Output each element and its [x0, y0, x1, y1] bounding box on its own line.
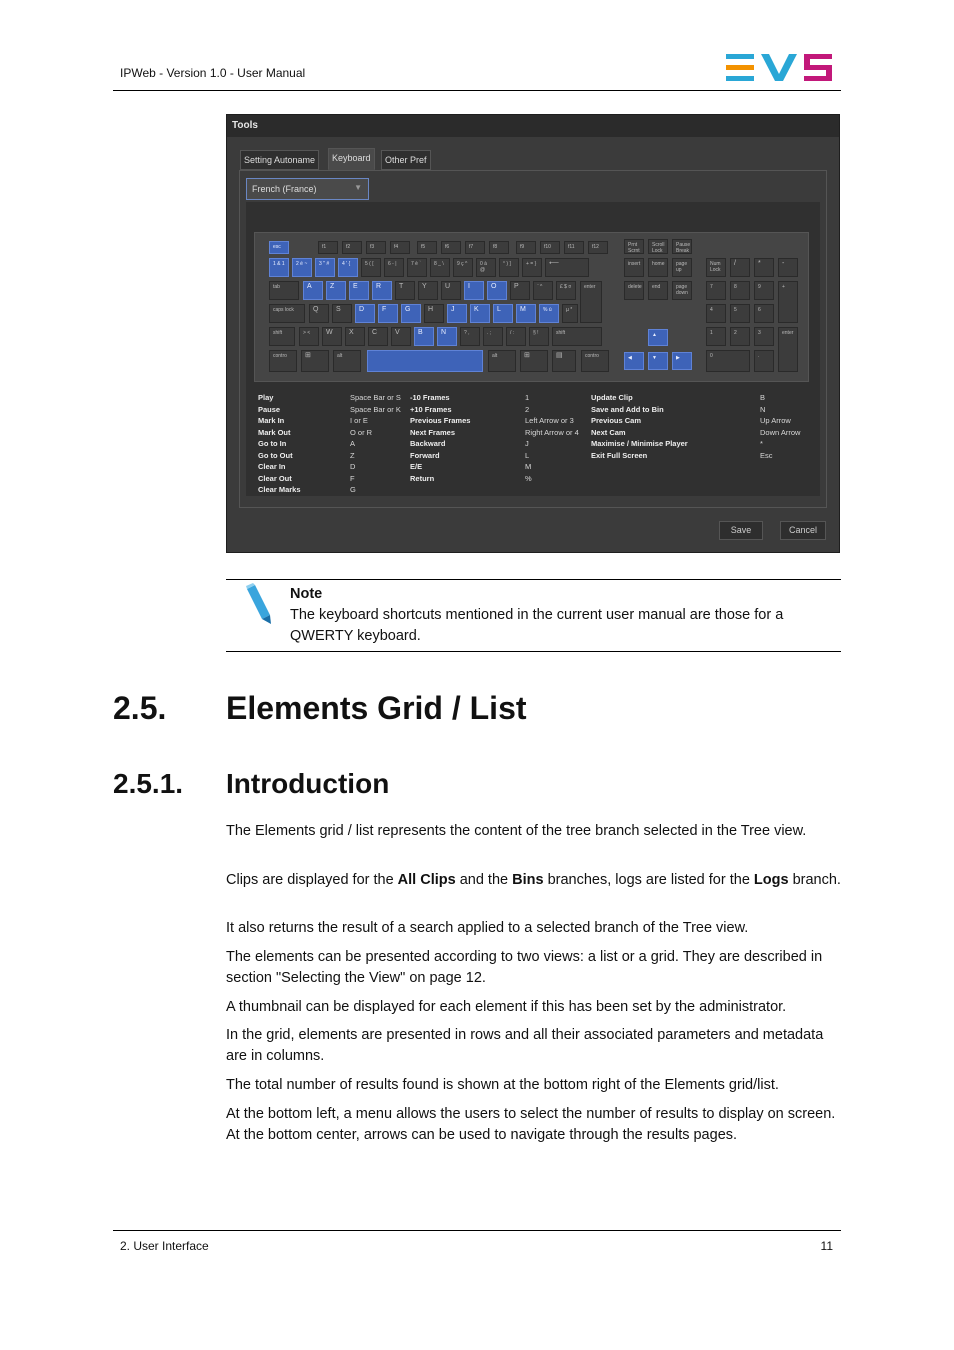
shortcut-keys-col1: Space Bar or S Space Bar or K I or E O or R A Z D F G: [350, 393, 401, 494]
key-arrow-left[interactable]: ◀: [624, 352, 644, 370]
key-0[interactable]: 0 à @: [476, 258, 496, 277]
key-p[interactable]: P: [510, 281, 530, 300]
key-print-screen[interactable]: Prnt Scrnt: [624, 239, 644, 254]
key-insert[interactable]: insert: [624, 258, 644, 277]
footer-rule: [113, 1230, 841, 1231]
key-numpad-3[interactable]: 3: [754, 327, 774, 346]
key-page-down[interactable]: page down: [672, 281, 692, 300]
tab-setting-autoname[interactable]: Setting Autoname: [240, 150, 319, 170]
key-i[interactable]: I: [464, 281, 484, 300]
paragraph-3: It also returns the result of a search applied to a selected branch of the Tree view.: [226, 920, 749, 936]
tools-dialog: [226, 114, 840, 553]
key-period[interactable]: . ;: [483, 327, 503, 346]
key-control-right[interactable]: contro: [581, 350, 609, 372]
key-x[interactable]: X: [345, 327, 365, 346]
key-numpad-7[interactable]: 7: [706, 281, 726, 300]
key-q[interactable]: Q: [309, 304, 329, 323]
key-j[interactable]: J: [447, 304, 467, 323]
key-f4[interactable]: f4: [390, 241, 410, 254]
key-a[interactable]: A: [303, 281, 323, 300]
evs-logo: [726, 54, 834, 82]
note-text: The keyboard shortcuts mentioned in the current user manual are those for a QWERTY keyboard.: [290, 607, 784, 644]
key-f10[interactable]: f10: [540, 241, 560, 254]
key-y[interactable]: Y: [418, 281, 438, 300]
key-numpad-multiply[interactable]: *: [754, 258, 774, 277]
key-num-lock[interactable]: Num Lock: [706, 258, 726, 277]
key-pause-break[interactable]: Pause Break: [672, 239, 692, 254]
key-numpad-0[interactable]: 0: [706, 350, 750, 372]
key-numpad-enter[interactable]: enter: [778, 327, 798, 372]
key-numpad-decimal[interactable]: .: [754, 350, 774, 372]
shortcut-names-col1: Play Pause Mark In Mark Out Go to In Go to Out Clear In Clear Out Clear Marks: [258, 393, 301, 494]
dialog-title: Tools: [227, 115, 839, 137]
key-mu[interactable]: µ *: [562, 304, 578, 323]
key-f6[interactable]: f6: [441, 241, 461, 254]
key-arrow-down[interactable]: ▼: [648, 352, 668, 370]
key-f9[interactable]: f9: [516, 241, 536, 254]
key-control-left[interactable]: contro: [269, 350, 297, 372]
key-d[interactable]: D: [355, 304, 375, 323]
language-value: French (France): [252, 184, 317, 194]
pencil-icon: [241, 583, 273, 625]
key-degree[interactable]: ° ) ]: [499, 258, 519, 277]
key-3[interactable]: 3 " #: [315, 258, 335, 277]
key-c[interactable]: C: [368, 327, 388, 346]
key-percent[interactable]: % ù: [539, 304, 559, 323]
key-f3[interactable]: f3: [366, 241, 386, 254]
section-number: 2.5.: [113, 690, 167, 726]
key-e[interactable]: E: [349, 281, 369, 300]
key-2[interactable]: 2 é ~: [292, 258, 312, 277]
key-5[interactable]: 5 ( [: [361, 258, 381, 277]
key-v[interactable]: V: [391, 327, 411, 346]
key-esc[interactable]: esc: [269, 241, 289, 254]
key-r[interactable]: R: [372, 281, 392, 300]
key-arrow-up[interactable]: ▲: [648, 329, 668, 346]
chevron-down-icon: ▼: [354, 183, 362, 192]
key-numpad-8[interactable]: 8: [730, 281, 750, 300]
key-numpad-divide[interactable]: /: [730, 258, 750, 277]
key-shift-right[interactable]: shift: [552, 327, 602, 346]
key-numpad-6[interactable]: 6: [754, 304, 774, 323]
footer-chapter: 2. User Interface: [120, 1239, 209, 1253]
keyboard-layout: [254, 232, 809, 382]
key-f8[interactable]: f8: [489, 241, 509, 254]
paragraph-4: The elements can be presented according to two views: a list or a grid. They are described in section "Selecting the View" on page 12.: [226, 949, 823, 986]
key-numpad-5[interactable]: 5: [730, 304, 750, 323]
key-numpad-4[interactable]: 4: [706, 304, 726, 323]
paragraph-5: A thumbnail can be displayed for each element if this has been set by the administrator.: [226, 999, 787, 1015]
key-g[interactable]: G: [401, 304, 421, 323]
windows-right-icon[interactable]: ⊞: [520, 350, 548, 372]
menu-icon[interactable]: ▤: [552, 350, 576, 372]
language-select[interactable]: [246, 178, 369, 200]
key-scroll-lock[interactable]: Scroll Lock: [648, 239, 668, 254]
key-caps-lock[interactable]: caps lock: [269, 304, 305, 323]
key-s[interactable]: S: [332, 304, 352, 323]
tab-keyboard[interactable]: Keyboard: [328, 148, 375, 170]
key-8[interactable]: 8 _ \: [430, 258, 450, 277]
key-tab[interactable]: tab: [269, 281, 299, 300]
key-f1[interactable]: f1: [318, 241, 338, 254]
key-4[interactable]: 4 ' {: [338, 258, 358, 277]
key-n[interactable]: N: [437, 327, 457, 346]
key-question[interactable]: ? ,: [460, 327, 480, 346]
windows-icon[interactable]: ⊞: [301, 350, 329, 372]
key-plus[interactable]: + = }: [522, 258, 542, 277]
key-alt[interactable]: alt: [333, 350, 361, 372]
note-rule-bottom: [226, 651, 841, 652]
key-arrow-right[interactable]: ▶: [672, 352, 692, 370]
subsection-title: Introduction: [226, 768, 390, 799]
key-enter[interactable]: enter: [580, 281, 602, 323]
paragraph-2: Clips are displayed for the All Clips and the Bins branches, logs are listed for the Logs branch.: [226, 872, 841, 888]
header-rule: [113, 90, 841, 91]
section-title: Elements Grid / List: [226, 690, 527, 726]
key-numpad-minus[interactable]: -: [778, 258, 798, 277]
key-section[interactable]: § !: [529, 327, 549, 346]
subsection-number: 2.5.1.: [113, 768, 184, 799]
key-1[interactable]: 1 & 1: [269, 258, 289, 277]
key-space[interactable]: [367, 350, 483, 372]
paragraph-1: The Elements grid / list represents the content of the tree branch selected in the Tree view.: [226, 823, 807, 839]
tab-other-pref[interactable]: Other Pref: [381, 150, 431, 170]
key-delete[interactable]: delete: [624, 281, 644, 300]
key-9[interactable]: 9 ç ^: [453, 258, 473, 277]
paragraph-7: The total number of results found is shown at the bottom right of the Elements grid/list.: [226, 1077, 779, 1093]
key-f[interactable]: F: [378, 304, 398, 323]
key-f7[interactable]: f7: [465, 241, 485, 254]
save-button[interactable]: Save: [719, 521, 763, 540]
note-rule-top: [226, 579, 841, 580]
key-t[interactable]: T: [395, 281, 415, 300]
key-end[interactable]: end: [648, 281, 668, 300]
key-numpad-1[interactable]: 1: [706, 327, 726, 346]
key-pound[interactable]: £ $ ¤: [556, 281, 576, 300]
key-b[interactable]: B: [414, 327, 434, 346]
page-number: 11: [820, 1239, 833, 1253]
key-numpad-2[interactable]: 2: [730, 327, 750, 346]
shortcut-keys-col2: 1 2 Left Arrow or 3 Right Arrow or 4 J L M %: [525, 393, 579, 483]
key-f11[interactable]: f11: [564, 241, 584, 254]
key-z[interactable]: Z: [326, 281, 346, 300]
key-f5[interactable]: f5: [417, 241, 437, 254]
key-w[interactable]: W: [322, 327, 342, 346]
paragraph-6: In the grid, elements are presented in rows and all their associated parameters and metadata are in columns.: [226, 1027, 824, 1064]
key-alt-gr[interactable]: alt: [488, 350, 516, 372]
key-k[interactable]: K: [470, 304, 490, 323]
shortcut-names-col3: Update Clip Save and Add to Bin Previous Cam Next Cam Maximise / Minimise Player Exit Full Screen: [591, 393, 688, 460]
note-title: Note: [290, 586, 323, 602]
key-u[interactable]: U: [441, 281, 461, 300]
key-backspace[interactable]: ⟵: [545, 258, 589, 277]
cancel-button[interactable]: Cancel: [780, 521, 826, 540]
key-6[interactable]: 6 - |: [384, 258, 404, 277]
key-home[interactable]: home: [648, 258, 668, 277]
shortcut-names-col2: -10 Frames +10 Frames Previous Frames Next Frames Backward Forward E/E Return: [410, 393, 471, 483]
key-7[interactable]: 7 è `: [407, 258, 427, 277]
key-page-up[interactable]: page up: [672, 258, 692, 277]
key-f2[interactable]: f2: [342, 241, 362, 254]
key-numpad-9[interactable]: 9: [754, 281, 774, 300]
key-l[interactable]: L: [493, 304, 513, 323]
paragraph-8: At the bottom left, a menu allows the users to select the number of results to display on screen. At the bottom center, arrows can be used to navigate through the results pages.: [226, 1106, 836, 1143]
key-caret[interactable]: ¨ ^: [533, 281, 553, 300]
key-shift-left[interactable]: shift: [269, 327, 295, 346]
shortcut-keys-col3: B N Up Arrow Down Arrow * Esc: [760, 393, 801, 460]
key-f12[interactable]: f12: [588, 241, 608, 254]
key-m[interactable]: M: [516, 304, 536, 323]
key-o[interactable]: O: [487, 281, 507, 300]
key-slash[interactable]: / :: [506, 327, 526, 346]
key-h[interactable]: H: [424, 304, 444, 323]
key-numpad-plus[interactable]: +: [778, 281, 798, 323]
running-header: IPWeb - Version 1.0 - User Manual: [120, 66, 306, 80]
key-less-than[interactable]: > <: [299, 327, 319, 346]
